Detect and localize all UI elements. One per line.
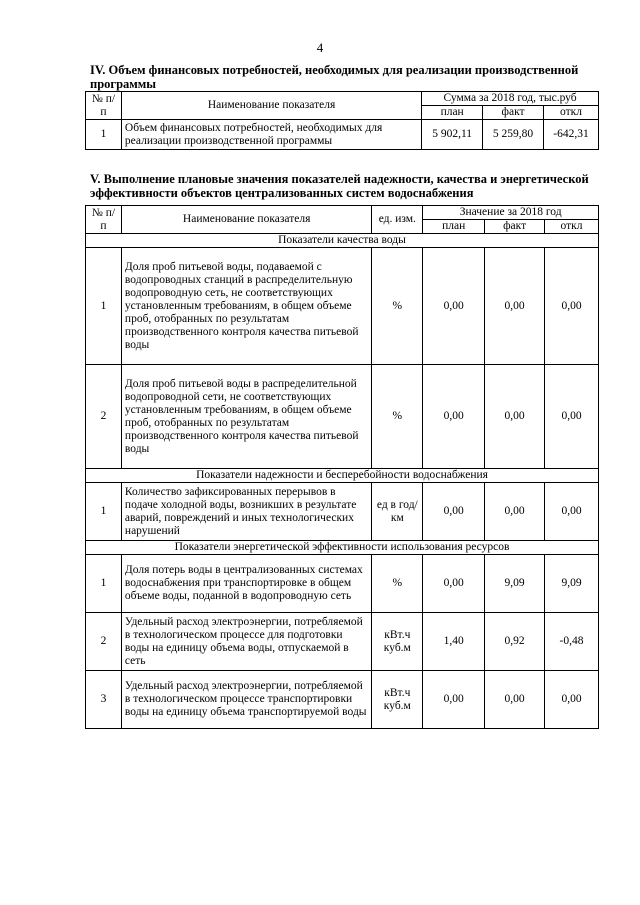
financial-needs-table — [85, 91, 599, 150]
col-header-unit: ед. изм. — [372, 206, 423, 234]
cell-fact: 0,00 — [485, 671, 545, 729]
cell-unit: % — [372, 365, 423, 469]
table-header-row — [86, 206, 599, 220]
group-title-efficiency: Показатели энергетической эффективности использования ресурсов — [86, 541, 599, 555]
col-header-num: № п/п — [86, 92, 122, 120]
col-header-name: Наименование показателя — [121, 206, 371, 234]
col-header-sum: Сумма за 2018 год, тыс.руб — [422, 92, 599, 106]
cell-fact: 0,92 — [485, 613, 545, 671]
cell-fact: 0,00 — [485, 365, 545, 469]
cell-fact: 9,09 — [485, 555, 545, 613]
cell-plan: 0,00 — [423, 555, 485, 613]
cell-dev: 0,00 — [545, 671, 599, 729]
page-number: 4 — [316, 40, 324, 55]
col-header-plan: план — [422, 106, 483, 120]
col-header-plan: план — [423, 220, 485, 234]
group-row — [86, 541, 599, 555]
cell-name: Доля потерь воды в централизованных системах водоснабжения при транспортировке в общем объеме воды, поданной в водопроводную сеть — [121, 555, 371, 613]
cell-plan: 1,40 — [423, 613, 485, 671]
table-row — [86, 365, 599, 469]
cell-unit: ед в год/ км — [372, 483, 423, 541]
cell-unit: % — [372, 555, 423, 613]
table-row — [86, 555, 599, 613]
group-title-quality: Показатели качества воды — [86, 234, 599, 248]
cell-name: Доля проб питьевой воды, подаваемой с водопроводных станций в распределительную водопроводную сеть, не соответствующих установленным требованиям, в общем объеме проб, отобранных по результатам производственного контроля качества питьевой воды — [121, 248, 371, 365]
cell-name: Объем финансовых потребностей, необходимых для реализации производственной программы — [121, 120, 421, 150]
cell-name: Удельный расход электроэнергии, потребляемой в технологическом процессе транспортировки воды на единицу объема транспортируемой воды — [121, 671, 371, 729]
table-row — [86, 671, 599, 729]
cell-plan: 0,00 — [423, 483, 485, 541]
cell-dev: -0,48 — [545, 613, 599, 671]
section5-title: V. Выполнение плановые значения показателей надежности, качества и энергетической эффективности объектов централизованных систем водоснабжения — [90, 172, 589, 200]
cell-unit: % — [372, 248, 423, 365]
cell-num: 3 — [86, 671, 122, 729]
cell-num: 1 — [86, 483, 122, 541]
cell-num: 1 — [86, 248, 122, 365]
cell-name: Доля проб питьевой воды в распределительной водопроводной сети, не соответствующих установленным требованиям, в общем объеме проб, отобранных по результатам производственного контроля качества питьевой воды — [121, 365, 371, 469]
col-header-value: Значение за 2018 год — [423, 206, 599, 220]
table-header-row — [86, 92, 599, 106]
indicators-table — [85, 205, 599, 729]
group-row — [86, 469, 599, 483]
table-row — [86, 248, 599, 365]
table-row — [86, 483, 599, 541]
cell-num: 2 — [86, 613, 122, 671]
table-row — [86, 120, 599, 150]
cell-dev: 0,00 — [545, 248, 599, 365]
cell-plan: 0,00 — [423, 365, 485, 469]
cell-dev: -642,31 — [544, 120, 599, 150]
group-row — [86, 234, 599, 248]
cell-plan: 5 902,11 — [422, 120, 483, 150]
cell-name: Количество зафиксированных перерывов в подаче холодной воды, возникших в результате аварий, повреждений и иных технологических нарушений — [121, 483, 371, 541]
cell-dev: 0,00 — [545, 365, 599, 469]
col-header-dev: откл — [544, 106, 599, 120]
col-header-name: Наименование показателя — [121, 92, 421, 120]
cell-num: 1 — [86, 120, 122, 150]
cell-unit: кВт.ч куб.м — [372, 671, 423, 729]
section4-title: IV. Объем финансовых потребностей, необходимых для реализации производственной программы — [90, 63, 579, 91]
cell-num: 1 — [86, 555, 122, 613]
cell-unit: кВт.ч куб.м — [372, 613, 423, 671]
col-header-fact: факт — [483, 106, 544, 120]
table-row — [86, 613, 599, 671]
col-header-fact: факт — [485, 220, 545, 234]
group-title-reliability: Показатели надежности и бесперебойности водоснабжения — [86, 469, 599, 483]
cell-plan: 0,00 — [423, 248, 485, 365]
cell-fact: 0,00 — [485, 248, 545, 365]
col-header-dev: откл — [545, 220, 599, 234]
col-header-num: № п/п — [86, 206, 122, 234]
cell-fact: 5 259,80 — [483, 120, 544, 150]
cell-dev: 9,09 — [545, 555, 599, 613]
cell-plan: 0,00 — [423, 671, 485, 729]
cell-name: Удельный расход электроэнергии, потребляемой в технологическом процессе для подготовки воды на единицу объема воды, отпускаемой в сеть — [121, 613, 371, 671]
cell-num: 2 — [86, 365, 122, 469]
cell-fact: 0,00 — [485, 483, 545, 541]
cell-dev: 0,00 — [545, 483, 599, 541]
